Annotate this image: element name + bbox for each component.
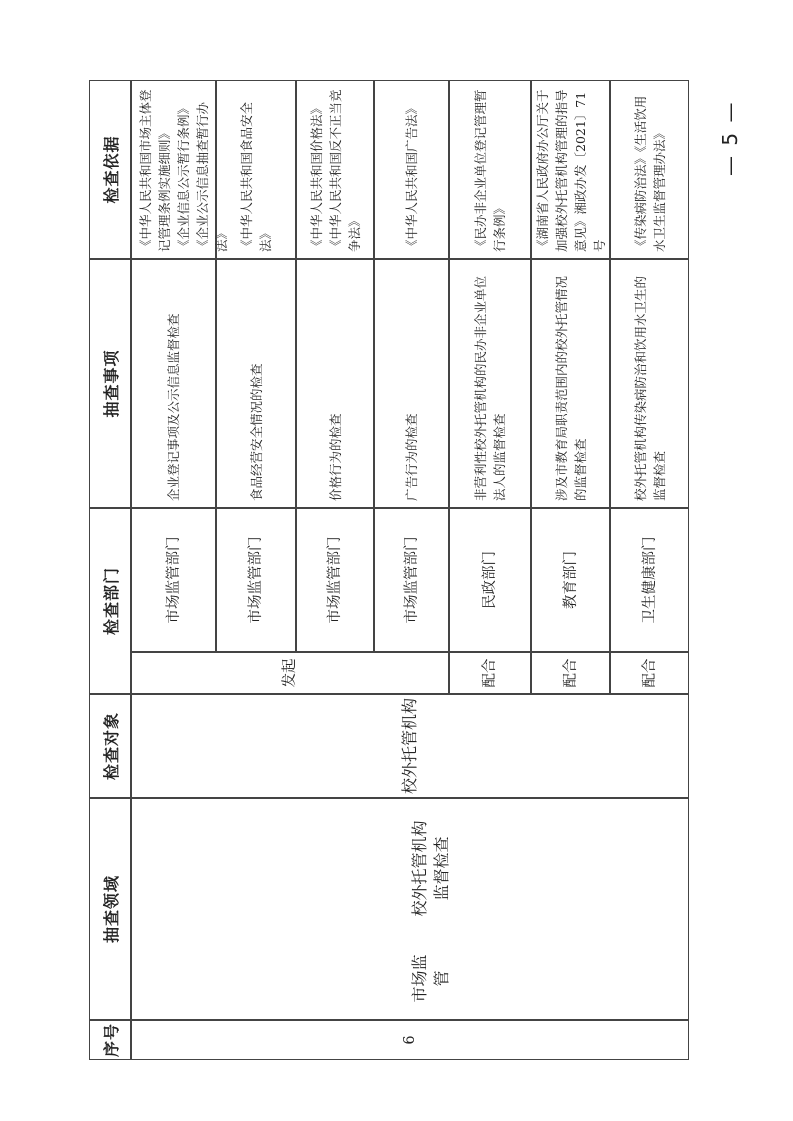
dept-cell: 市场监管部门 [374,508,449,652]
object-cell: 校外托管机构 [131,694,689,798]
header-object: 检查对象 [89,694,131,798]
dept-cell: 民政部门 [449,508,531,652]
basis-cell: 《中华人民共和国市场主体登记管理条例实施细则》 《企业信息公示暂行条例》 《企业公示信息抽查暂行办法》 [131,80,216,259]
header-domain: 抽查领域 [89,798,131,1020]
cooperate-cell-civil: 配合 [449,652,531,694]
dept-cell: 市场监管部门 [131,508,216,652]
basis-cell: 《中华人民共和国广告法》 [374,80,449,259]
dept-cell: 卫生健康部门 [610,508,689,652]
initiate-cell: 发起 [131,652,449,694]
item-cell: 食品经营安全情况的检查 [216,259,296,508]
item-cell: 价格行为的检查 [296,259,374,508]
basis-cell: 《传染病防治法》《生活饮用水卫生监督管理办法》 [610,80,689,259]
item-cell: 广告行为的检查 [374,259,449,508]
basis-cell: 《湖南省人民政府办公厅关于加强校外托管机构管理的指导意见》湘政办发〔2021〕71号 [531,80,610,259]
basis-cell: 《民办非企业单位登记管理暂行条例》 [449,80,531,259]
header-department: 检查部门 [89,508,131,694]
item-cell: 涉及市教育局职责范围内的校外托管情况的监督检查 [531,259,610,508]
header-items: 抽查事项 [89,259,131,508]
page-number: — 5 — [718,100,742,176]
basis-cell: 《中华人民共和国食品安全法》 [216,80,296,259]
item-cell: 非营利性校外托管机构的民办非企业单位法人的监督检查 [449,259,531,508]
basis-cell: 《中华人民共和国价格法》《中华人民共和国反不正当竞争法》 [296,80,374,259]
header-seq: 序号 [89,1020,131,1060]
dept-cell: 市场监管部门 [216,508,296,652]
cooperate-cell-education: 配合 [531,652,610,694]
dept-cell: 市场监管部门 [296,508,374,652]
domain-main: 市场监管 [174,938,689,1020]
item-cell: 企业登记事项及公示信息监督检查 [131,259,216,508]
domain-sub: 校外托管机构监督检查 [174,798,689,938]
domain-blank [131,798,174,1020]
cooperate-cell-health: 配合 [610,652,689,694]
inspection-table [89,80,689,1060]
seq-cell: 6 [131,1020,689,1060]
dept-cell: 教育部门 [531,508,610,652]
item-cell: 校外托管机构传染病防治和饮用水卫生的监督检查 [610,259,689,508]
header-basis: 检查依据 [89,80,131,259]
